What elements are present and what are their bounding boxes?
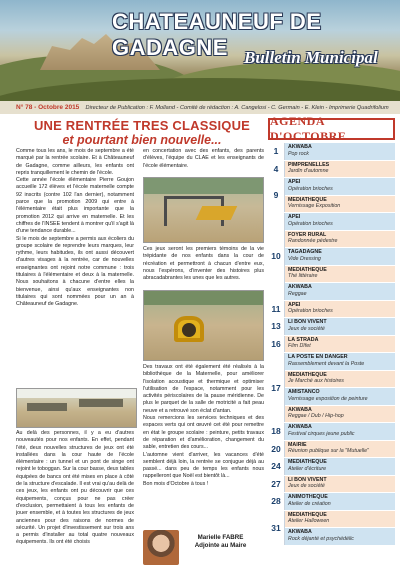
agenda-event-subtitle: Rock déjanté et psychédélic — [288, 535, 354, 542]
agenda-event-title: LI BON VIVENT — [288, 476, 327, 483]
article-text-col2-top: en concertation avec des enfants, des parents d'élèves, l'équipe du CLAE et les enseignants de l'école élémentaire. — [143, 148, 264, 169]
agenda-event-subtitle: Vide Dressing — [288, 255, 321, 262]
agenda-event-title: MAIRIE — [288, 441, 307, 448]
agenda-event[interactable] — [285, 213, 395, 231]
agenda-day — [268, 300, 395, 318]
agenda-event[interactable] — [285, 406, 395, 424]
agenda-event-title: AMISTANCO — [288, 389, 320, 395]
agenda-day-number: 10 — [268, 213, 285, 300]
agenda-event-subtitle: Film Dîfet — [288, 343, 311, 350]
agenda-event[interactable] — [285, 283, 395, 301]
article-headline — [20, 118, 264, 147]
agenda-event-subtitle: Jeux de société — [288, 483, 325, 490]
agenda-day — [268, 177, 395, 212]
article-text-col2-bottom: Des travaux ont été également été réalisés à la bibliothèque de la Maternelle, pour améliorer l'isolation acoustique et thermique et optimiser l'utilisation de l'espace, notamment pour les activités périscolaires de la pause méridienne. De plus le parquet de la salle de motricité a fait peau neuve et a retrouvé son éclat d'antan. Nous remercions les services techniques et des espaces verts qui ont œuvré cet été pour remettre en état le groupe scolaire : peinture, petits travaux de réparation et d'amélioration, changement du sable, entretien des cours... L'automne vient d'arriver, les vacances d'été semblent déjà loin, la rentrée se conjugue déjà au passé... dans peu de temps les enfants nous rappelleront que Noël est bientôt là... Bon mois d'Octobre à tous ! — [143, 364, 264, 487]
playground-structure-photo — [143, 177, 264, 243]
agenda-event-title: MEDIATHEQUE — [288, 511, 327, 518]
masthead-title: CHATEAUNEUF DE GADAGNE — [112, 9, 322, 60]
agenda-event-title: MEDIATHEQUE — [288, 459, 327, 465]
agenda-event[interactable] — [285, 318, 395, 336]
agenda-event[interactable] — [285, 493, 395, 511]
agenda-day-number: 27 — [268, 476, 285, 493]
agenda-day — [268, 317, 395, 335]
agenda-event-title: PIMPRENELLES — [288, 161, 330, 168]
agenda-day — [268, 352, 395, 422]
agenda-event[interactable] — [285, 248, 395, 266]
article-text-col1-bottom: Au delà des personnes, il y a eu d'autres nouveautés pour nos enfants. En effet, pendant l'été, deux nouvelles structures de jeux ont été installées dans la cour haute de l'école élémentaire : un tunnel et un pont de singe ont rejoint le toboggan. Sur la cour basse, deux tables équipées de bancs ont été mises en place à côté de la structure d'escalade. Il est vrai qu'au delà de ces jeux, les enfants ont pu découvrir que ces équipements, conçus pour ne pas créer d'exclusion, permettaient à tous les enfants de jouer ensemble, et à toutes les structures de jeux anciennes pour des raisons de normes de sécurité. Un projet d'investissement sur trois ans a permis d'installer au total quatre nouveaux équipements. Ils ont été choisis — [16, 430, 134, 546]
issue-info-bar — [0, 101, 400, 114]
agenda-event[interactable] — [285, 143, 395, 161]
agenda-event[interactable] — [285, 231, 395, 249]
agenda-day-number: 18 — [268, 423, 285, 440]
agenda-event[interactable] — [285, 336, 395, 354]
schoolyard-tables-photo — [16, 388, 137, 428]
agenda-day-number: 17 — [268, 353, 285, 422]
agenda-event-subtitle: Rassemblement devant la Poste — [288, 360, 365, 367]
agenda-day-number: 31 — [268, 511, 285, 545]
agenda-title: AGENDA D'OCTOBRE — [268, 118, 395, 140]
agenda-event-subtitle: Festival cirques jeune public — [288, 430, 355, 437]
agenda-day — [268, 422, 395, 440]
agenda-event[interactable] — [285, 476, 395, 494]
agenda-day-number: 16 — [268, 336, 285, 353]
agenda-day-number: 13 — [268, 318, 285, 335]
agenda-day — [268, 440, 395, 458]
agenda-day-number: 11 — [268, 301, 285, 318]
agenda-event-title: APEI — [288, 301, 301, 308]
agenda-event-title: AKWABA — [288, 144, 312, 150]
agenda-day-number: 24 — [268, 458, 285, 475]
agenda-event-title: AKWABA — [288, 406, 312, 413]
agenda-event-title: MEDIATHEQUE — [288, 371, 327, 378]
agenda-event-subtitle: Jardin d'automne — [288, 168, 329, 175]
agenda-event-subtitle: Reggae / Dub / Hip-hop — [288, 413, 344, 420]
article-text-col2-mid: Ces jeux seront les premiers témoins de la vie trépidante de nos enfants dans la cour de récréation et permettront à chacun d'entre eux, nous l'espérons, d'inventer des histoires plus abracadabrantes les unes que les autres. — [143, 246, 264, 282]
agenda-event-subtitle: Randonnée pédestre — [288, 238, 338, 245]
article-text-col1-top: Comme tous les ans, le mois de septembre a été marqué par la rentrée scolaire. Et à Châteauneuf de Gadagne, comme ailleurs, les enfants ont repris tranquillement le chemin de l'école. Cette année l'école élémentaire Pierre Goujon accueille 172 élèves et l'école maternelle compte 92 inscrits (contre 102 l'an dernier), notamment parce que la promotion 2009 qui entre à l'élémentaire était plus importante que la promotion 2012 qui arrive en maternelle. Et les chiffres de l'INSEE tendent à montrer qu'il s'agit là d'une tendance durable... Si le mois de septembre a permis aux écoliers du groupe scolaire de reprendre leurs marques, leur rythme, leurs habitudes, ils ont aussi découvert d'autres visages à la rentrée, car de nouvelles enseignantes ont rejoint notre commune : trois titulaires à l'élémentaire et deux à la maternelle. Nous souhaitons à chacune d'entre elles la bienvenue, ainsi qu'aux enseignantes non titulaires qui sont nommées pour un an à Châteauneuf de Gadagne. — [16, 148, 134, 308]
headline-title: UNE RENTRÉE TRES CLASSIQUE — [33, 118, 251, 133]
agenda-day-number: 4 — [268, 161, 285, 178]
agenda-event-title: AKWABA — [288, 424, 312, 430]
agenda-day — [268, 510, 395, 545]
agenda-event-subtitle: Je Marché aux histoires — [288, 378, 344, 385]
agenda-event[interactable] — [285, 301, 395, 319]
agenda-event[interactable] — [285, 441, 395, 459]
agenda-day — [268, 457, 395, 475]
agenda-event-subtitle: Pop rock — [288, 150, 309, 157]
agenda-event-title: AKWABA — [288, 284, 312, 290]
agenda-event[interactable] — [285, 511, 395, 529]
agenda-day-number: 1 — [268, 143, 285, 160]
agenda-event-subtitle: Jeux de société — [288, 325, 325, 332]
agenda-event[interactable] — [285, 388, 395, 406]
agenda-event[interactable] — [285, 266, 395, 284]
agenda-day — [268, 212, 395, 300]
agenda-event-subtitle: Opération brioches — [288, 220, 333, 227]
agenda-event-title: ANIMOTHEQUE — [288, 494, 328, 500]
agenda-event[interactable] — [285, 458, 395, 476]
agenda-sidebar — [268, 114, 395, 567]
issue-number: N° 78 - Octobre 2015 — [16, 104, 80, 111]
author-portrait — [143, 530, 179, 565]
agenda-event-subtitle: Opération brioches — [288, 185, 333, 192]
signature-name: Marielle FABRE — [197, 534, 244, 541]
agenda-event[interactable] — [285, 178, 395, 196]
agenda-event[interactable] — [285, 371, 395, 389]
agenda-day — [268, 335, 395, 353]
agenda-event[interactable] — [285, 161, 395, 179]
agenda-event-subtitle: Thé littéraire — [288, 273, 318, 280]
agenda-event[interactable] — [285, 423, 395, 441]
agenda-day — [268, 160, 395, 178]
agenda-event-title: MEDIATHEQUE — [288, 196, 327, 203]
agenda-event[interactable] — [285, 353, 395, 371]
agenda-event-subtitle: Vernissage exposition de peinture — [288, 395, 368, 402]
agenda-day-number: 9 — [268, 178, 285, 212]
playground-tunnel-photo — [143, 290, 264, 361]
agenda-day — [268, 475, 395, 493]
signature — [183, 534, 258, 550]
masthead-subtitle: Bulletin Municipal — [244, 48, 378, 67]
agenda-day-number: 20 — [268, 441, 285, 458]
agenda-event-subtitle: Opération brioches — [288, 308, 333, 315]
issue-credits: Directeur de Publication : F. Molland - Comité de rédaction : A. Cangelosi - C. Germain - E. Klein - Imprimerie Quadrifolium — [85, 105, 389, 111]
agenda-event-subtitle: Atelier de création — [288, 500, 331, 507]
agenda-event-subtitle: Vernissage Exposition — [288, 203, 341, 210]
agenda-event[interactable] — [285, 196, 395, 214]
agenda-event-title: MEDIATHEQUE — [288, 266, 327, 273]
agenda-day — [268, 142, 395, 160]
agenda-event-title: APEI — [288, 214, 301, 220]
agenda-day — [268, 492, 395, 510]
agenda-event-title: TAGADAGNE — [288, 249, 322, 255]
agenda-event-title: FOYER RURAL — [288, 231, 327, 238]
agenda-event-subtitle: Réunion publique sur la "Mutuelle" — [288, 448, 369, 455]
agenda-event[interactable] — [285, 528, 395, 546]
agenda-event-title: LI BON VIVENT — [288, 319, 327, 325]
agenda-day-number: 28 — [268, 493, 285, 510]
agenda-event-title: APEI — [288, 179, 301, 185]
agenda-event-subtitle: Reggae — [288, 290, 307, 297]
agenda-event-title: AKWABA — [288, 529, 312, 535]
masthead-banner — [0, 0, 400, 101]
signature-role: Adjointe au Maire — [194, 542, 247, 549]
agenda-event-title: LA STRADA — [288, 336, 319, 343]
headline-subtitle: et pourtant bien nouvelle... — [62, 133, 222, 147]
agenda-event-subtitle: Atelier Halloween — [288, 518, 330, 525]
agenda-event-title: LA POSTE EN DANGER — [288, 354, 348, 360]
agenda-event-subtitle: Atelier d'écriture — [288, 465, 327, 472]
